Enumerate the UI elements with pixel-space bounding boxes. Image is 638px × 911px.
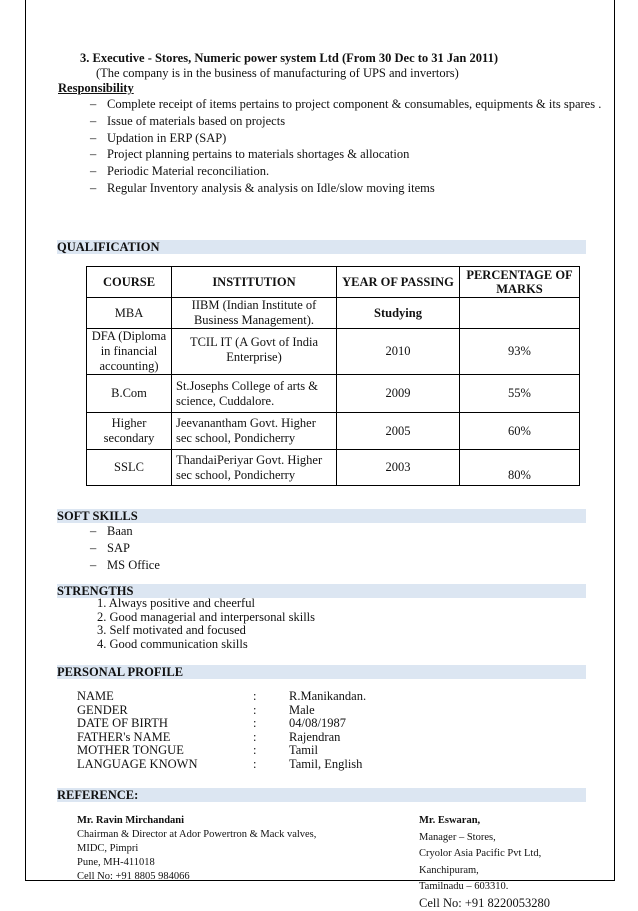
profile-value: 04/08/1987: [289, 716, 346, 731]
year-cell: 2003: [337, 450, 460, 486]
list-item: 2. Good managerial and interpersonal skills: [97, 609, 315, 624]
profile-separator: :: [253, 689, 257, 703]
profile-row: [77, 690, 377, 704]
personal-profile-heading: PERSONAL PROFILE: [57, 665, 586, 679]
table-row: [87, 413, 580, 450]
profile-row: [77, 717, 377, 731]
reference-line: Pune, MH-411018: [77, 857, 155, 868]
year-cell: 2005: [337, 413, 460, 450]
soft-skills-heading: SOFT SKILLS: [57, 509, 586, 523]
profile-row: [77, 704, 377, 718]
column-header: COURSE: [87, 267, 172, 298]
institution-cell: St.Josephs College of arts & science, Cuddalore.: [172, 375, 337, 413]
percent-cell: 93%: [460, 329, 580, 375]
column-header: YEAR OF PASSING: [337, 267, 460, 298]
qualification-heading: QUALIFICATION: [57, 240, 586, 254]
strengths-list: [97, 597, 315, 651]
course-cell: DFA (Diploma in financial accounting): [87, 329, 172, 375]
course-cell: SSLC: [87, 450, 172, 486]
list-item: – Baan: [107, 523, 160, 540]
list-item: – Project planning pertains to materials shortages & allocation: [107, 146, 607, 163]
profile-label: NAME: [77, 689, 114, 703]
institution-cell: Jeevanantham Govt. Higher sec school, Pondicherry: [172, 413, 337, 450]
course-cell: MBA: [87, 298, 172, 329]
profile-separator: :: [253, 729, 257, 744]
reference-right: [419, 813, 550, 911]
profile-label: MOTHER TONGUE: [77, 743, 184, 758]
job-title: 3. Executive - Stores, Numeric power system Ltd (From 30 Dec to 31 Jan 2011): [80, 51, 498, 65]
profile-label: GENDER: [77, 702, 128, 717]
profile-row: [77, 758, 377, 772]
reference-line: Kanchipuram,: [419, 864, 479, 876]
table-header-row: [87, 267, 580, 298]
list-item: – Complete receipt of items pertains to project component & consumables, equipments & its spares .: [107, 96, 607, 113]
list-item: – SAP: [107, 540, 160, 557]
reference-line: Tamilnadu – 603310.: [419, 881, 509, 892]
profile-value: Male: [289, 702, 315, 717]
list-item: 1. Always positive and cheerful: [97, 596, 255, 610]
reference-line: MIDC, Pimpri: [77, 843, 139, 854]
list-item: – Updation in ERP (SAP): [107, 130, 607, 147]
list-item: 4. Good communication skills: [97, 636, 248, 651]
profile-value: R.Manikandan.: [289, 689, 367, 703]
course-cell: B.Com: [87, 375, 172, 413]
responsibility-heading: Responsibility: [58, 81, 134, 95]
year-cell: 2009: [337, 375, 460, 413]
profile-label: FATHER's NAME: [77, 729, 171, 744]
profile-value: Tamil, English: [289, 756, 363, 771]
profile-separator: :: [253, 716, 257, 731]
table-row: [87, 450, 580, 486]
column-header: INSTITUTION: [172, 267, 337, 298]
year-cell: 2010: [337, 329, 460, 375]
reference-line: Chairman & Director at Ador Powertron & Mack valves,: [77, 829, 317, 840]
strengths-heading: STRENGTHS: [57, 584, 586, 598]
profile-label: LANGUAGE KNOWN: [77, 756, 198, 771]
reference-line: Cell No: +91 8805 984066: [77, 871, 190, 882]
profile-row: [77, 731, 377, 745]
list-item: – Issue of materials based on projects: [107, 113, 607, 130]
profile-value: Rajendran: [289, 729, 341, 744]
list-item: – Regular Inventory analysis & analysis on Idle/slow moving items: [107, 180, 607, 197]
reference-cell: Cell No: +91 8220053280: [419, 895, 551, 910]
reference-name: Mr. Eswaran,: [419, 815, 481, 826]
reference-heading: REFERENCE:: [57, 788, 586, 802]
institution-cell: IIBM (Indian Institute of Business Management).: [172, 298, 337, 329]
soft-skills-list: [107, 523, 160, 573]
year-cell: Studying: [337, 298, 460, 329]
percent-cell: 55%: [460, 375, 580, 413]
profile-separator: :: [253, 743, 257, 758]
reference-left: [77, 814, 316, 884]
personal-profile: [77, 690, 377, 772]
profile-label: DATE OF BIRTH: [77, 716, 168, 731]
percent-cell: 60%: [460, 413, 580, 450]
list-item: – MS Office: [107, 557, 160, 574]
responsibility-list: [107, 96, 607, 197]
list-item: 3. Self motivated and focused: [97, 623, 246, 638]
reference-name: Mr. Ravin Mirchandani: [77, 815, 185, 826]
institution-cell: TCIL IT (A Govt of India Enterprise): [172, 329, 337, 375]
percent-cell: [460, 298, 580, 329]
reference-line: Manager – Stores,: [419, 831, 496, 843]
column-header: PERCENTAGE OF MARKS: [460, 267, 580, 298]
institution-cell: ThandaiPeriyar Govt. Higher sec school, Pondicherry: [172, 450, 337, 486]
profile-row: [77, 744, 377, 758]
qualification-table: [86, 266, 580, 486]
table-row: [87, 375, 580, 413]
course-cell: Higher secondary: [87, 413, 172, 450]
profile-separator: :: [253, 756, 257, 771]
profile-value: Tamil: [289, 743, 318, 758]
table-row: [87, 329, 580, 375]
percent-cell: 80%: [460, 450, 580, 486]
job-subtitle: (The company is in the business of manufacturing of UPS and invertors): [96, 66, 459, 80]
profile-separator: :: [253, 702, 257, 717]
table-row: [87, 298, 580, 329]
list-item: – Periodic Material reconciliation.: [107, 163, 607, 180]
reference-line: Cryolor Asia Pacific Pvt Ltd,: [419, 848, 542, 859]
